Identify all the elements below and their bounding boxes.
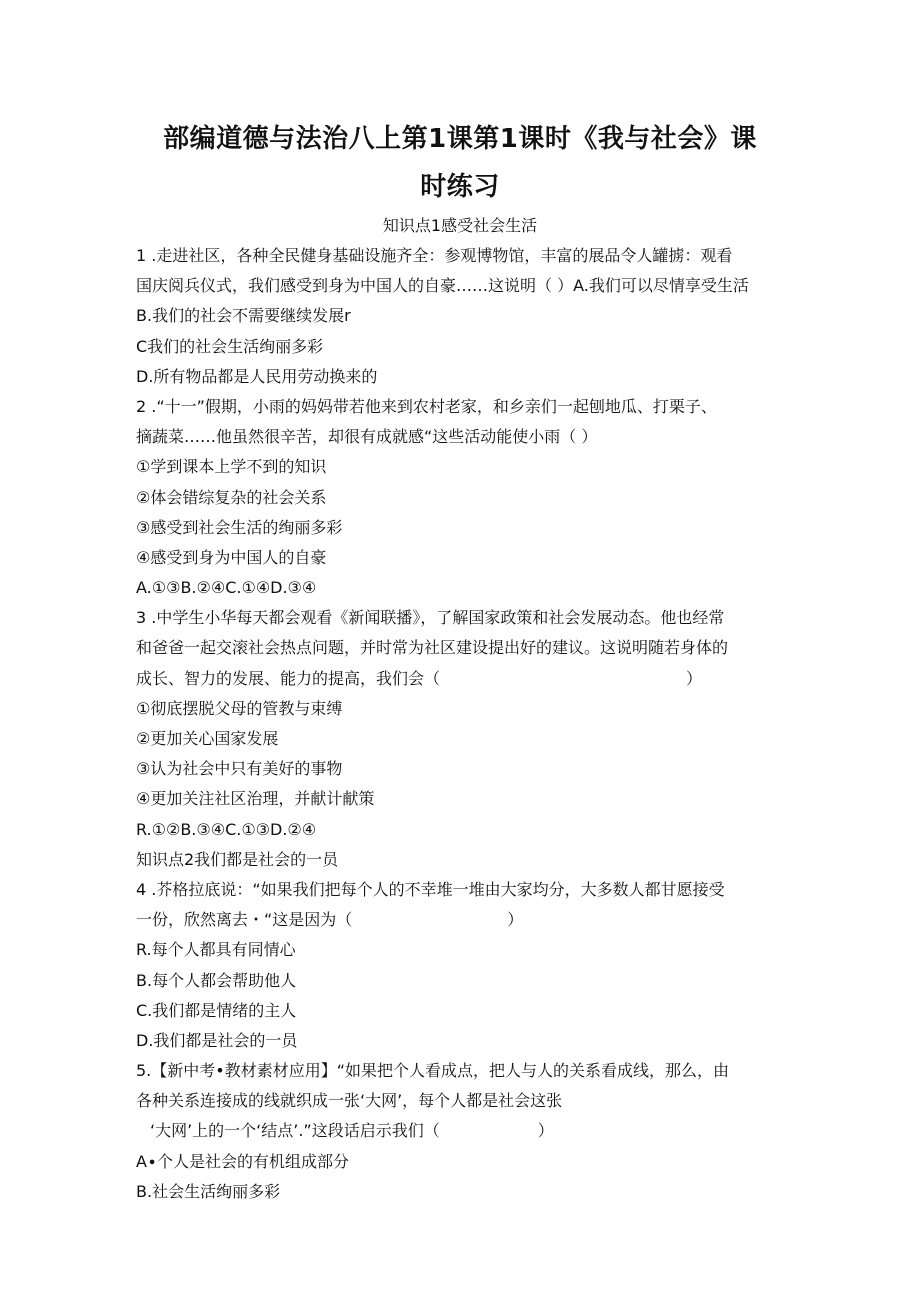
- q3-item-3: ③认为社会中只有美好的事物: [136, 759, 343, 779]
- q3-item-2: ②更加关心国家发展: [136, 729, 279, 748]
- q5-close-paren: ）: [537, 1121, 554, 1141]
- q5-stem-line-3-text: ‘大网’上的一个‘结点’.”这段话启示我们（: [150, 1121, 440, 1141]
- q3-item-4: ④更加关注社区治理，并献计献策: [136, 789, 375, 809]
- q5-option-b: B.社会生活绚丽多彩: [136, 1181, 281, 1201]
- q3-close-paren: ）: [686, 668, 703, 688]
- q5-stem-line-3: [136, 1116, 786, 1146]
- q4-option-c: C.我们都是情绪的主人: [136, 1000, 297, 1020]
- q4-close-paren: ）: [507, 910, 524, 930]
- section-heading-2: 知识点2我们都是社会的一员: [136, 849, 339, 869]
- q3-stem-line-2: 和爸爸一起交滚社会热点问题，并时常为社区建设提出好的建议。这说明随若身体的: [136, 638, 729, 658]
- q3-answer-options: R.①②B.③④C.①③D.②④: [136, 819, 317, 839]
- q4-option-b: B.每个人都会帮助他人: [136, 970, 297, 990]
- q2-stem-line-1: 2 .“十一”假期，小雨的妈妈带若他来到农村老家，和乡亲们一起刨地瓜、打栗子、: [136, 396, 717, 416]
- section-heading-1: 知识点1感受社会生活: [382, 216, 538, 235]
- document-title-line-2: 时练习: [420, 172, 500, 202]
- q4-option-a: R.每个人都具有同情心: [136, 940, 296, 960]
- q4-stem-line-2-text: 一份，欣然离去・“这是因为（: [136, 910, 353, 930]
- q1-option-c: C我们的社会生活绚丽多彩: [136, 336, 324, 356]
- q1-stem-line-1: 1 .走进社区，各种全民健身基础设施齐全：参观博物馆，丰富的展品令人罐掳：观看: [136, 246, 733, 265]
- document-body: [136, 241, 786, 1207]
- q5-stem-line-2: 各种关系连接成的线就织成一张‘大网’，每个人都是社会这张: [136, 1091, 563, 1111]
- q2-item-2: ②体会错综复杂的社会关系: [136, 487, 327, 507]
- q4-option-d: D.我们都是社会的一员: [136, 1030, 298, 1050]
- q3-item-1: ①彻底摆脱父母的管教与束缚: [136, 698, 343, 718]
- q3-stem-line-1: 3 .中学生小华每天都会观看《新闻联播》，了解国家政策和社会发展动态。他也经常: [136, 608, 725, 628]
- q5-option-a: A∙个人是社会的有机组成部分: [136, 1151, 349, 1171]
- q1-option-b: B.我们的社会不需要继续发展r: [136, 306, 351, 326]
- q2-answer-options: A.①③B.②④C.①④D.③④: [136, 578, 317, 598]
- q1-stem-line-2: 国庆阅兵仪式，我们感受到身为中国人的自豪……这说明（ ）A.我们可以尽情享受生活: [136, 276, 749, 296]
- q2-stem-line-2: 摘蔬菜……他虽然很辛苦，却很有成就感“这些活动能使小雨（ ）: [136, 427, 598, 447]
- q3-stem-line-3-text: 成长、智力的发展、能力的提高，我们会（: [136, 668, 441, 688]
- q3-stem-line-3: [136, 664, 786, 694]
- document-title-line-1: 部编道德与法治八上第1课第1课时《我与社会》课: [163, 124, 757, 154]
- q2-item-3: ③感受到社会生活的绚丽多彩: [136, 517, 343, 537]
- q4-stem-line-1: 4 .芥格拉底说：“如果我们把每个人的不幸堆一堆由大家均分，大多数人都甘愿接受: [136, 879, 725, 899]
- q2-item-1: ①学到课本上学不到的知识: [136, 457, 327, 477]
- q2-item-4: ④感受到身为中国人的自豪: [136, 547, 327, 567]
- q5-stem-line-1: 5.【新中考•教材素材应用】“如果把个人看成点，把人与人的关系看成线，那么，由: [136, 1061, 729, 1081]
- q4-stem-line-2: [136, 905, 786, 935]
- q1-option-d: D.所有物品都是人民用劳动换来的: [136, 366, 378, 386]
